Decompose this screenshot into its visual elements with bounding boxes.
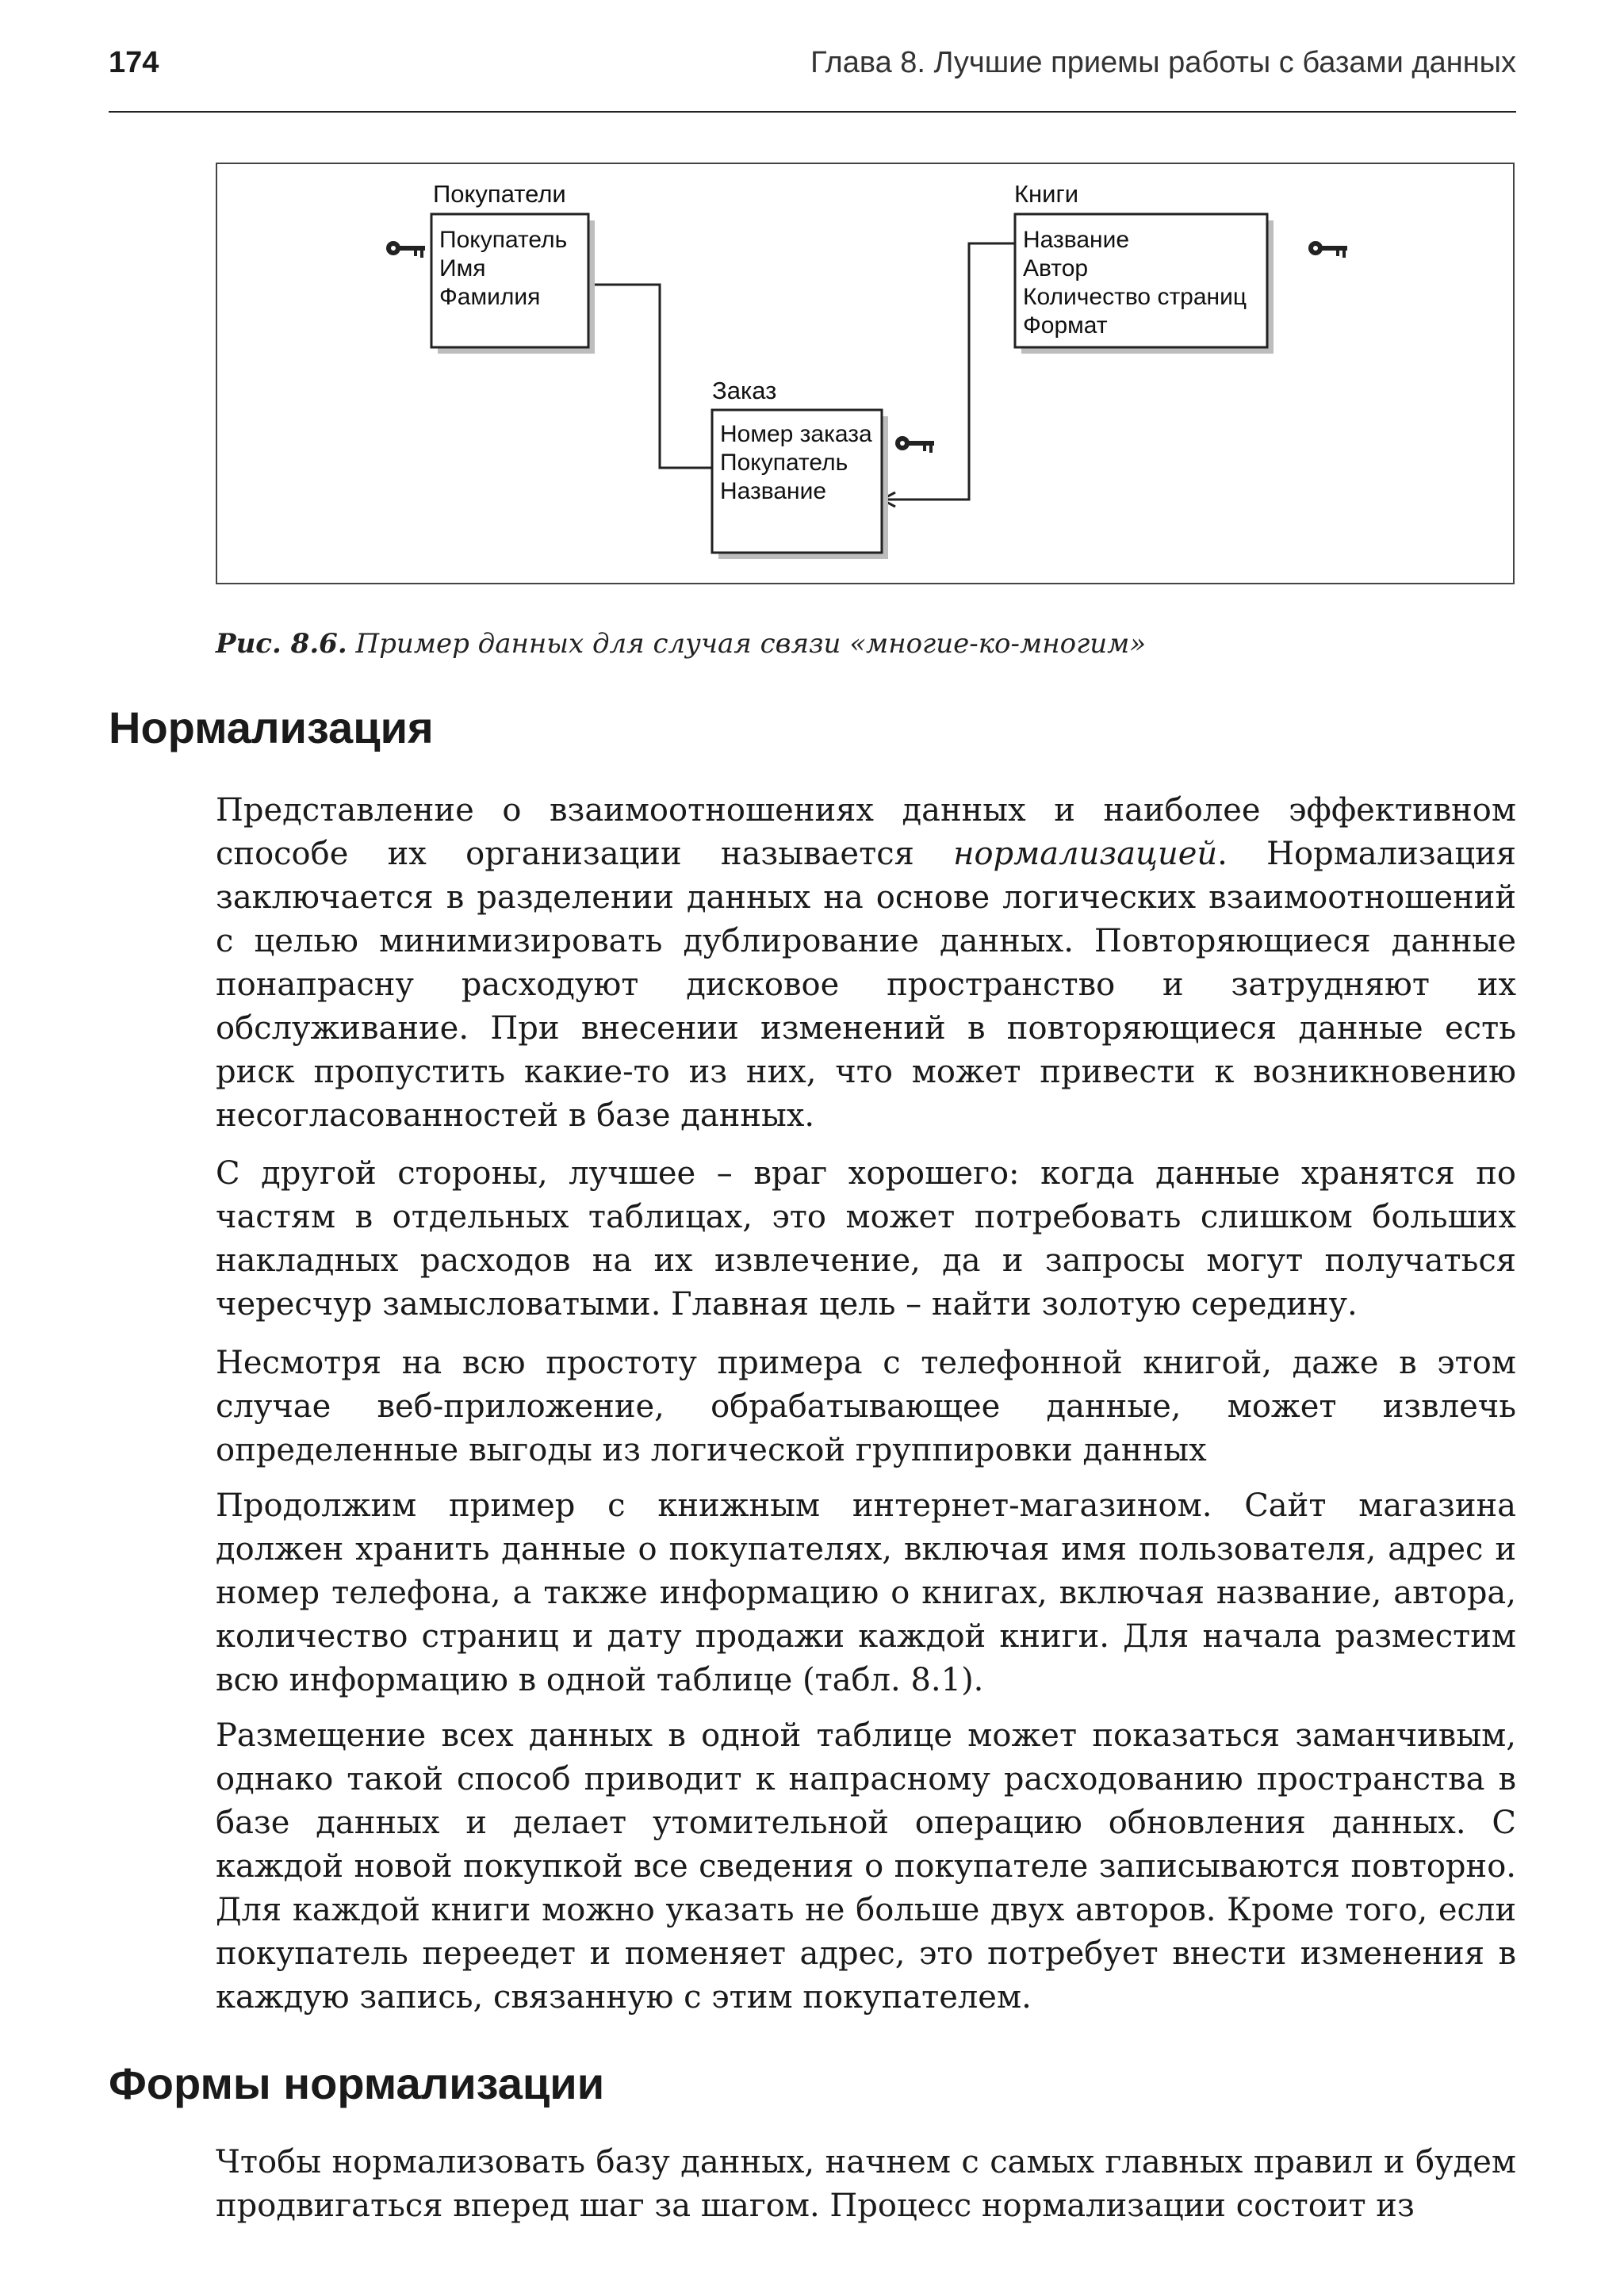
page-number: 174 <box>109 46 159 79</box>
figure-caption-label: Рис. 8.6. <box>216 628 347 660</box>
order-field-3: Название <box>720 478 827 504</box>
figure-caption-text: Пример данных для случая связи «многие-ко-многим» <box>347 628 1147 660</box>
books-field-3: Количество страниц <box>1023 284 1247 310</box>
section-heading-normalization: Нормализация <box>109 702 434 752</box>
er-diagram <box>217 164 1516 586</box>
paragraph: С другой стороны, лучшее – враг хорошего: когда данные хранятся по частям в отдельных таблицах, это может потребовать слишком больших накладных расходов на их извлечение, да и запросы могут получаться чересчур замысловатыми. Главная цель – найти золотую середину. <box>216 1155 1516 1323</box>
paragraph <box>216 789 1516 1138</box>
paragraph: Чтобы нормализовать базу данных, начнем с самых главных правил и будем продвигаться вперед шаг за шагом. Процесс нормализации состоит из <box>216 2144 1516 2224</box>
section-heading-normal-forms: Формы нормализации <box>109 2058 605 2108</box>
customers-table-title: Покупатели <box>433 180 566 208</box>
books-table-title: Книги <box>1014 180 1079 208</box>
order-field-2: Покупатель <box>720 450 848 476</box>
relation-line-customers-order <box>590 285 712 468</box>
paragraph-text: . Нормализация заключается в разделении данных на основе логических взаимоотношений с целью минимизировать дублирование данных. Повторяющиеся данные понапрасну расходуют дисковое пространство и затрудняют их обслуживание. При внесении изменений в повторяющиеся данные есть риск пропустить какие-то из них, что может привести к возникновению несогласованностей в базе данных. <box>216 836 1517 1134</box>
paragraph: Несмотря на всю простоту примера с телефонной книгой, даже в этом случае веб-приложение, обрабатывающее данные, может извлечь определенные выгоды из логической группировки данных <box>216 1345 1516 1468</box>
figure-caption <box>216 628 1146 660</box>
primary-key-icon <box>1308 241 1347 258</box>
term-emphasis: нормализацией <box>953 836 1218 872</box>
primary-key-icon <box>386 241 425 258</box>
order-field-1: Номер заказа <box>720 421 872 447</box>
books-field-4: Формат <box>1023 312 1108 339</box>
primary-key-icon <box>895 436 934 453</box>
running-header <box>109 46 1516 113</box>
paragraph-text: Представление о взаимоотношениях данных и наиболее эффективном способе их организации называется <box>216 792 1516 872</box>
er-diagram-figure <box>216 163 1515 584</box>
running-title: Глава 8. Лучшие приемы работы с базами данных <box>810 46 1516 79</box>
relation-line-books-order <box>882 243 1015 500</box>
paragraph: Размещение всех данных в одной таблице может показаться заманчивым, однако такой способ приводит к напрасному расходованию пространства в базе данных и делает утомительной операцию обновления данных. С каждой новой покупкой все сведения о покупателе записываются повторно. Для каждой книги можно указать не больше двух авторов. Кроме того, если покупатель переедет и поменяет адрес, это потребует внести изменения в каждую запись, связанную с этим покупателем. <box>216 1717 1516 2016</box>
customers-field-3: Фамилия <box>439 284 541 310</box>
books-field-1: Название <box>1023 227 1130 253</box>
books-field-2: Автор <box>1023 255 1089 281</box>
order-table-title: Заказ <box>712 377 777 404</box>
customers-field-1: Покупатель <box>439 227 568 253</box>
customers-field-2: Имя <box>439 255 486 281</box>
paragraph: Продолжим пример с книжным интернет-магазином. Сайт магазина должен хранить данные о покупателях, включая имя пользователя, адрес и номер телефона, а также информацию о книгах, включая название, автора, количество страниц и дату продажи каждой книги. Для начала разместим всю информацию в одной таблице (табл. 8.1). <box>216 1487 1516 1698</box>
